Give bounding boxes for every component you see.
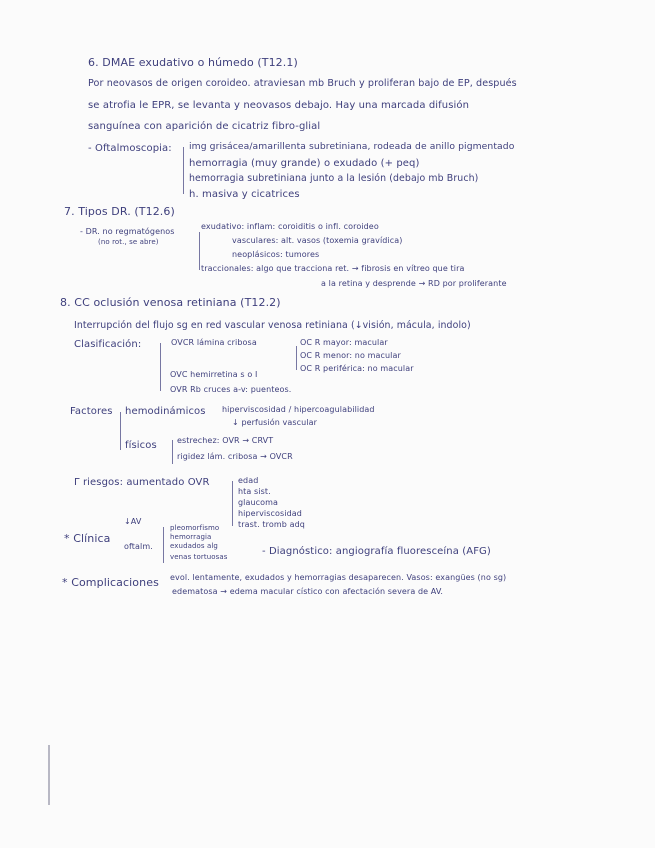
dr-no-regmatogeno-note: (no rot., se abre) <box>98 238 159 246</box>
riesgos-bracket <box>232 481 233 526</box>
factores-bracket <box>120 412 121 450</box>
section-8-title: 8. CC oclusión venosa retiniana (T12.2) <box>60 296 281 309</box>
factores-fisicos: físicos <box>125 440 157 451</box>
left-margin-mark <box>48 745 50 805</box>
oc-bracket <box>296 346 297 370</box>
riesgo-hiperviscosidad: hiperviscosidad <box>238 509 302 518</box>
complicaciones-label: * Complicaciones <box>62 576 159 589</box>
hiperviscosidad-item: hiperviscosidad / hipercoagulabilidad <box>222 405 375 414</box>
oftalmoscopia-item-1: img grisácea/amarillenta subretiniana, rodeada de anillo pigmentado <box>189 141 515 152</box>
dr-neoplasicos: neoplásicos: tumores <box>232 250 320 259</box>
fisicos-bracket <box>172 440 173 464</box>
oftalm-pleomorfismo: pleomorfismo <box>170 524 220 532</box>
s6-paragraph-line-3: sanguínea con aparición de cicatriz fibro-glial <box>88 121 321 132</box>
clasificacion-hemirretina: OVC hemirretina s o I <box>170 370 258 379</box>
dr-traccionales-line-1: traccionales: algo que tracciona ret. → fibrosis en vítreo que tira <box>201 264 465 273</box>
clasificacion-bracket <box>160 343 161 391</box>
clinica-oftalm: oftalm. <box>124 542 153 551</box>
dr-no-regmatogeno: - DR. no regmatógenos <box>80 227 175 236</box>
dr-exudativo: exudativo: inflam: coroiditis o infl. coroideo <box>201 222 379 231</box>
riesgos-label: Γ riesgos: aumentado OVR <box>74 477 210 488</box>
diagnostico-line: - Diagnóstico: angiografía fluoresceína (AFG) <box>262 546 491 557</box>
clasificacion-ovr: OVR Rb cruces a-v: puenteos. <box>170 385 292 394</box>
oftalmoscopia-item-4: h. masiva y cicatrices <box>189 189 300 200</box>
clasificacion-label: Clasificación: <box>74 339 142 350</box>
complicaciones-item-2: edematosa → edema macular cístico con afectación severa de AV. <box>172 587 444 596</box>
oftalmoscopia-item-3: hemorragia subretiniana junto a la lesión (debajo mb Bruch) <box>189 173 479 184</box>
clinica-label: * Clínica <box>64 532 111 545</box>
oftalm-hemorragia: hemorragia <box>170 533 212 541</box>
oftalm-venas: venas tortuosas <box>170 553 228 561</box>
s6-paragraph-line-1: Por neovasos de origen coroideo. atraviesan mb Bruch y proliferan bajo de EP, después <box>88 78 517 89</box>
section-7-title: 7. Tipos DR. (T12.6) <box>64 205 175 218</box>
riesgo-hta: hta sist. <box>238 487 271 496</box>
factores-label: Factores <box>70 406 113 417</box>
clinica-av: ↓AV <box>124 517 142 526</box>
riesgo-trastornos: trast. tromb adq <box>238 520 305 529</box>
riesgo-edad: edad <box>238 476 259 485</box>
oc-periferica: OC R periférica: no macular <box>300 364 414 373</box>
perfusion-item: ↓ perfusión vascular <box>232 418 318 427</box>
fisicos-estrechez: estrechez: OVR → CRVT <box>177 436 274 445</box>
oftalmoscopia-item-2: hemorragia (muy grande) o exudado (+ peq) <box>189 158 420 169</box>
complicaciones-item-1: evol. lentamente, exudados y hemorragias desaparecen. Vasos: exangües (no sg) <box>170 573 507 582</box>
riesgo-glaucoma: glaucoma <box>238 498 279 507</box>
s6-paragraph-line-2: se atrofia le EPR, se levanta y neovasos debajo. Hay una marcada difusión <box>88 100 470 111</box>
oc-mayor: OC R mayor: macular <box>300 338 388 347</box>
dr-types-bracket <box>199 232 200 270</box>
clasificacion-ovcr: OVCR lámina cribosa <box>171 338 257 347</box>
s8-interruption-line: Interrupción del flujo sg en red vascular venosa retiniana (↓visión, mácula, indolo) <box>74 320 471 331</box>
oftalmoscopia-label: - Oftalmoscopia: <box>88 143 172 154</box>
oftalmoscopia-bracket <box>183 147 184 194</box>
section-6-title: 6. DMAE exudativo o húmedo (T12.1) <box>88 56 298 69</box>
dr-vasculares: vasculares: alt. vasos (toxemia gravídica) <box>232 236 403 245</box>
oftalm-bracket <box>163 527 164 563</box>
dr-traccionales-line-2: a la retina y desprende → RD por proliferante <box>321 279 507 288</box>
fisicos-rigidez: rigidez lám. cribosa → OVCR <box>177 452 293 461</box>
oc-menor: OC R menor: no macular <box>300 351 401 360</box>
factores-hemodinamicos: hemodinámicos <box>125 406 206 417</box>
oftalm-exudados: exudados alg <box>170 542 218 550</box>
